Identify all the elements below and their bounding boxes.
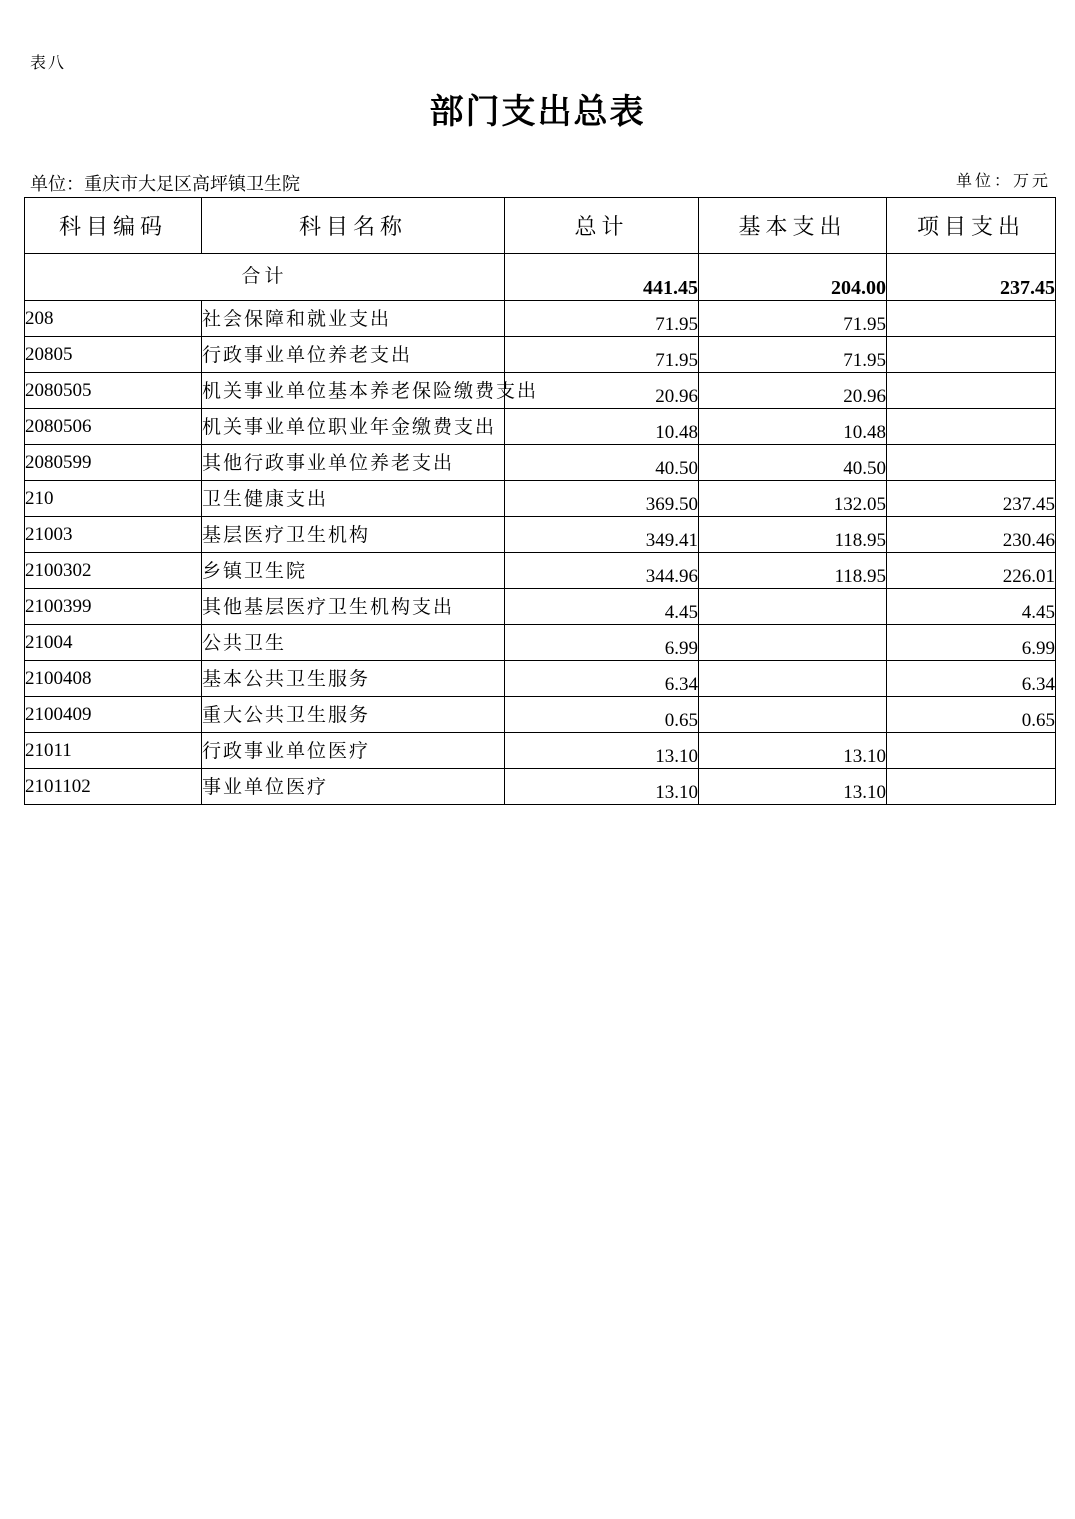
cell-total: 71.95 — [505, 337, 699, 373]
table-row — [25, 589, 1056, 625]
table-row — [25, 661, 1056, 697]
cell-code: 2100409 — [25, 697, 202, 733]
cell-code: 2080505 — [25, 373, 202, 409]
cell-total: 6.34 — [505, 661, 699, 697]
total-label: 合计 — [25, 254, 505, 301]
cell-basic: 118.95 — [699, 553, 887, 589]
total-basic: 204.00 — [699, 254, 887, 301]
cell-project: 6.99 — [887, 625, 1056, 661]
cell-name — [202, 589, 505, 625]
cell-total: 13.10 — [505, 769, 699, 805]
table-row — [25, 733, 1056, 769]
cell-basic: 13.10 — [699, 733, 887, 769]
cell-code: 2101102 — [25, 769, 202, 805]
cell-name-text: 事业单位医疗 — [202, 776, 329, 798]
table-row — [25, 625, 1056, 661]
cell-basic: 118.95 — [699, 517, 887, 553]
cell-name-text: 其他行政事业单位养老支出 — [202, 452, 455, 474]
table-row — [25, 301, 1056, 337]
cell-basic — [699, 625, 887, 661]
total-row — [25, 254, 1056, 301]
cell-code: 20805 — [25, 337, 202, 373]
table-row — [25, 373, 1056, 409]
cell-project — [887, 445, 1056, 481]
cell-code: 21003 — [25, 517, 202, 553]
cell-basic: 71.95 — [699, 301, 887, 337]
header-project: 项目支出 — [887, 198, 1056, 254]
cell-name-text: 乡镇卫生院 — [202, 560, 308, 582]
cell-code: 21004 — [25, 625, 202, 661]
cell-project — [887, 373, 1056, 409]
total-sum: 441.45 — [505, 254, 699, 301]
table-row — [25, 697, 1056, 733]
cell-total: 0.65 — [505, 697, 699, 733]
cell-name-text: 机关事业单位职业年金缴费支出 — [202, 416, 497, 438]
cell-project — [887, 337, 1056, 373]
cell-basic: 10.48 — [699, 409, 887, 445]
cell-total: 40.50 — [505, 445, 699, 481]
unit-organization: 单位：重庆市大足区高坪镇卫生院 — [30, 174, 300, 195]
cell-name — [202, 769, 505, 805]
cell-total: 369.50 — [505, 481, 699, 517]
cell-name — [202, 373, 539, 409]
cell-total: 6.99 — [505, 625, 699, 661]
cell-project — [887, 733, 1056, 769]
header-row — [25, 198, 1056, 254]
cell-code: 2080599 — [25, 445, 202, 481]
cell-total: 10.48 — [505, 409, 699, 445]
cell-name-text: 行政事业单位养老支出 — [202, 344, 413, 366]
table-row — [25, 337, 1056, 373]
cell-code: 21011 — [25, 733, 202, 769]
cell-name — [202, 625, 505, 661]
cell-project: 226.01 — [887, 553, 1056, 589]
table-row — [25, 553, 1056, 589]
header-code: 科目编码 — [25, 198, 202, 254]
cell-code: 2100408 — [25, 661, 202, 697]
page-title: 部门支出总表 — [429, 92, 646, 132]
cell-name — [202, 517, 505, 553]
cell-code: 210 — [25, 481, 202, 517]
cell-basic: 20.96 — [699, 373, 887, 409]
cell-project: 237.45 — [887, 481, 1056, 517]
cell-project — [887, 769, 1056, 805]
cell-name-text: 卫生健康支出 — [202, 488, 329, 510]
cell-name-text: 重大公共卫生服务 — [202, 704, 371, 726]
cell-name — [202, 661, 505, 697]
cell-name — [202, 733, 505, 769]
cell-basic: 40.50 — [699, 445, 887, 481]
expenditure-table — [24, 197, 1056, 805]
cell-total: 13.10 — [505, 733, 699, 769]
cell-total: 349.41 — [505, 517, 699, 553]
total-project: 237.45 — [887, 254, 1056, 301]
cell-total: 71.95 — [505, 301, 699, 337]
cell-name-text: 公共卫生 — [202, 632, 287, 654]
table-number: 表八 — [30, 53, 67, 72]
cell-project: 0.65 — [887, 697, 1056, 733]
cell-basic — [699, 697, 887, 733]
cell-code: 208 — [25, 301, 202, 337]
table-row — [25, 409, 1056, 445]
cell-code: 2100399 — [25, 589, 202, 625]
cell-code: 2080506 — [25, 409, 202, 445]
cell-total: 344.96 — [505, 553, 699, 589]
cell-basic — [699, 589, 887, 625]
cell-name — [202, 553, 505, 589]
table-row — [25, 769, 1056, 805]
cell-total: 20.96 — [505, 373, 699, 409]
cell-name-text: 社会保障和就业支出 — [202, 308, 392, 330]
cell-name — [202, 409, 505, 445]
cell-project: 4.45 — [887, 589, 1056, 625]
cell-total: 4.45 — [505, 589, 699, 625]
cell-name-text: 基层医疗卫生机构 — [202, 524, 371, 546]
cell-name-text: 基本公共卫生服务 — [202, 668, 371, 690]
table-row — [25, 445, 1056, 481]
cell-project — [887, 301, 1056, 337]
cell-basic: 71.95 — [699, 337, 887, 373]
header-total: 总计 — [505, 198, 699, 254]
header-basic: 基本支出 — [699, 198, 887, 254]
unit-currency: 单位：万元 — [955, 171, 1051, 190]
cell-basic: 132.05 — [699, 481, 887, 517]
table-row — [25, 517, 1056, 553]
cell-name — [202, 697, 505, 733]
cell-name — [202, 301, 505, 337]
header-name: 科目名称 — [202, 198, 505, 254]
cell-name — [202, 481, 505, 517]
cell-project — [887, 409, 1056, 445]
cell-project: 230.46 — [887, 517, 1056, 553]
cell-name — [202, 445, 505, 481]
cell-basic: 13.10 — [699, 769, 887, 805]
cell-basic — [699, 661, 887, 697]
cell-name-text: 机关事业单位基本养老保险缴费支出 — [202, 380, 539, 402]
cell-project: 6.34 — [887, 661, 1056, 697]
cell-name-text: 行政事业单位医疗 — [202, 740, 371, 762]
cell-name-text: 其他基层医疗卫生机构支出 — [202, 596, 455, 618]
table-row — [25, 481, 1056, 517]
cell-code: 2100302 — [25, 553, 202, 589]
cell-name — [202, 337, 505, 373]
